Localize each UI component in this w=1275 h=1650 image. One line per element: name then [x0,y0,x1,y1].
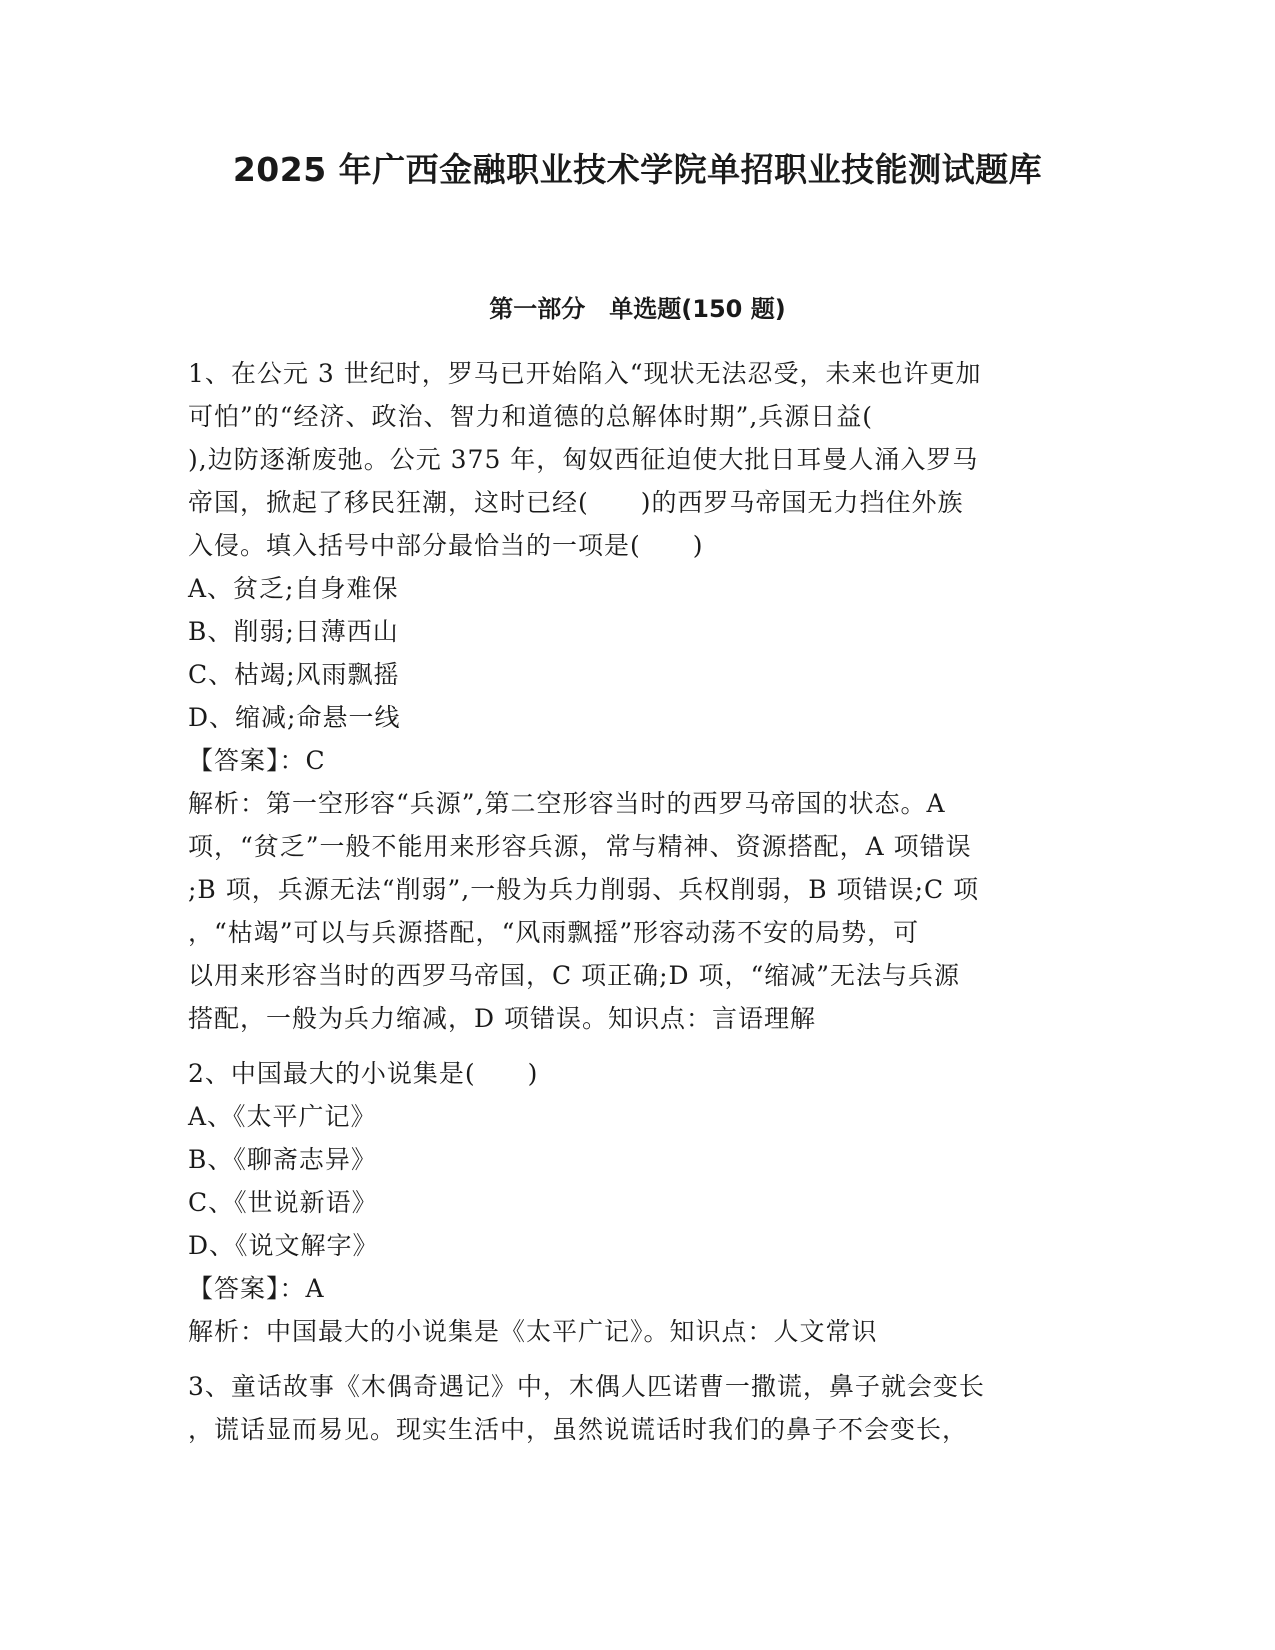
question-3 [188,1365,1080,1451]
option-a: A、《太平广记》 [188,1102,377,1131]
option-d: D、《说文解字》 [188,1231,379,1260]
analysis-line: 搭配，一般为兵力缩减，D 项错误。知识点：言语理解 [188,1004,816,1033]
analysis-line: 以用来形容当时的西罗马帝国，C 项正确;D 项，“缩减”无法与兵源 [188,961,961,990]
analysis-line: 项，“贫乏”一般不能用来形容兵源，常与精神、资源搭配，A 项错误 [188,832,972,861]
question-stem-line: ),边防逐渐废弛。公元 375 年，匈奴西征迫使大批日耳曼人涌入罗马 [188,445,979,474]
analysis-line: 解析：中国最大的小说集是《太平广记》。知识点：人文常识 [188,1317,878,1346]
analysis-line: ;B 项，兵源无法“削弱”,一般为兵力削弱、兵权削弱，B 项错误;C 项 [188,875,980,904]
question-2 [188,1052,1080,1353]
option-b: B、削弱;日薄西山 [188,617,399,646]
document-title: 2025 年广西金融职业技术学院单招职业技能测试题库 [232,150,1043,189]
option-b: B、《聊斋志异》 [188,1145,377,1174]
question-stem-line: 2、中国最大的小说集是( ) [188,1059,539,1088]
option-d: D、缩减;命悬一线 [188,703,401,732]
analysis-line: ，“枯竭”可以与兵源搭配，“风雨飘摇”形容动荡不安的局势，可 [188,918,920,947]
option-c: C、《世说新语》 [188,1188,378,1217]
question-stem-line: 3、童话故事《木偶奇遇记》中，木偶人匹诺曹一撒谎，鼻子就会变长 [188,1372,985,1401]
question-stem-line: ，谎话显而易见。现实生活中，虽然说谎话时我们的鼻子不会变长， [188,1415,969,1444]
question-stem-line: 1、在公元 3 世纪时，罗马已开始陷入“现状无法忍受，未来也许更加 [188,359,982,388]
answer-label: 【答案】：C [188,746,326,775]
section-title: 第一部分 单选题(150 题) [489,295,786,323]
analysis-line: 解析：第一空形容“兵源”,第二空形容当时的西罗马帝国的状态。A [188,789,946,818]
question-stem-line: 入侵。填入括号中部分最恰当的一项是( ) [188,531,704,560]
option-c: C、枯竭;风雨飘摇 [188,660,400,689]
question-stem-line: 帝国，掀起了移民狂潮，这时已经( )的西罗马帝国无力挡住外族 [188,488,964,517]
answer-label: 【答案】：A [188,1274,325,1303]
question-stem-line: 可怕”的“经济、政治、智力和道德的总解体时期”,兵源日益( [188,402,874,431]
option-a: A、贫乏;自身难保 [188,574,399,603]
question-1 [188,352,1080,1040]
question-list [188,352,1080,1463]
